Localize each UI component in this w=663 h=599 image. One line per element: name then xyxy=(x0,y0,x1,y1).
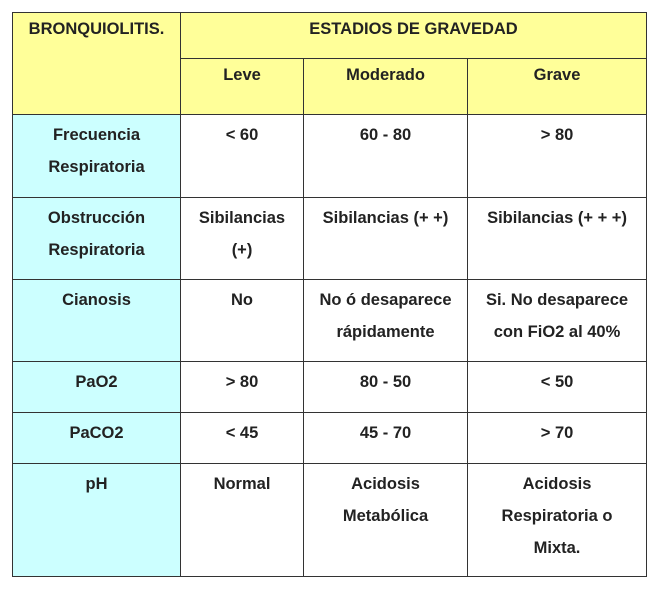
cell-text-line: No ó desaparece xyxy=(319,291,452,309)
table-row-frecuencia-respiratoria xyxy=(13,115,647,198)
row-label-line: Respiratoria xyxy=(48,241,145,259)
cell-text-line: Mixta. xyxy=(533,539,581,557)
cell-text-line: < 50 xyxy=(540,373,574,391)
table-row-obstruccion-respiratoria xyxy=(13,198,647,280)
table-row-pao2 xyxy=(13,362,647,413)
column-header-grave xyxy=(468,59,647,115)
severity-table xyxy=(12,12,647,577)
table-cell xyxy=(304,115,468,198)
column-header-label: Grave xyxy=(533,66,581,84)
cell-text-line: con FiO2 al 40% xyxy=(493,323,621,341)
table-row-cianosis xyxy=(13,280,647,362)
cell-text-line: (+) xyxy=(231,241,253,259)
group-header-label: ESTADIOS DE GRAVEDAD xyxy=(309,20,518,38)
cell-text-line: 80 - 50 xyxy=(359,373,412,391)
row-label-cell xyxy=(13,198,181,280)
table-cell xyxy=(181,280,304,362)
table-cell xyxy=(181,464,304,577)
cell-text-line: > 80 xyxy=(540,126,574,144)
column-header-leve xyxy=(181,59,304,115)
row-label-line: Cianosis xyxy=(62,291,131,309)
table-cell xyxy=(304,362,468,413)
table-cell xyxy=(304,280,468,362)
row-label-cell xyxy=(13,362,181,413)
column-header-label: Leve xyxy=(223,66,261,84)
table-row-ph xyxy=(13,464,647,577)
row-label-line: Obstrucción xyxy=(47,209,146,227)
row-label-line: Respiratoria xyxy=(48,158,145,176)
cell-text-line: Acidosis xyxy=(351,475,420,493)
cell-text-line: Acidosis xyxy=(522,475,592,493)
table-cell xyxy=(304,413,468,464)
cell-text-line: Respiratoria o xyxy=(501,507,613,525)
cell-text-line: 60 - 80 xyxy=(359,126,412,144)
cell-text-line: > 80 xyxy=(225,373,259,391)
table-cell xyxy=(468,464,647,577)
corner-label: BRONQUIOLITIS. xyxy=(28,20,165,38)
cell-text-line: Normal xyxy=(213,475,271,493)
cell-text-line: Metabólica xyxy=(342,507,429,525)
column-header-moderado xyxy=(304,59,468,115)
cell-text-line: Sibilancias xyxy=(198,209,286,227)
table-row-paco2 xyxy=(13,413,647,464)
row-label-cell xyxy=(13,464,181,577)
cell-text-line: Sibilancias (+ + +) xyxy=(487,209,627,227)
column-header-label: Moderado xyxy=(346,66,425,84)
row-label-cell xyxy=(13,280,181,362)
table-cell xyxy=(468,413,647,464)
row-label-line: pH xyxy=(85,475,108,493)
table-cell xyxy=(468,362,647,413)
table-cell xyxy=(468,280,647,362)
corner-header xyxy=(13,13,181,115)
cell-text-line: 45 - 70 xyxy=(359,424,412,442)
row-label-line: PaCO2 xyxy=(69,424,124,442)
cell-text-line: > 70 xyxy=(540,424,574,442)
table-cell xyxy=(181,413,304,464)
table-cell xyxy=(468,115,647,198)
row-label-line: Frecuencia xyxy=(52,126,141,144)
table-cell xyxy=(181,115,304,198)
group-header xyxy=(181,13,647,59)
cell-text-line: Sibilancias (+ +) xyxy=(322,209,449,227)
cell-text-line: rápidamente xyxy=(336,323,435,341)
cell-text-line: < 45 xyxy=(225,424,259,442)
table-cell xyxy=(181,362,304,413)
row-label-cell xyxy=(13,115,181,198)
table-cell xyxy=(181,198,304,280)
table-cell xyxy=(468,198,647,280)
cell-text-line: No xyxy=(231,291,253,309)
cell-text-line: Si. No desaparece xyxy=(485,291,629,309)
table-cell xyxy=(304,464,468,577)
row-label-cell xyxy=(13,413,181,464)
cell-text-line: < 60 xyxy=(225,126,259,144)
row-label-line: PaO2 xyxy=(75,373,118,391)
table-cell xyxy=(304,198,468,280)
